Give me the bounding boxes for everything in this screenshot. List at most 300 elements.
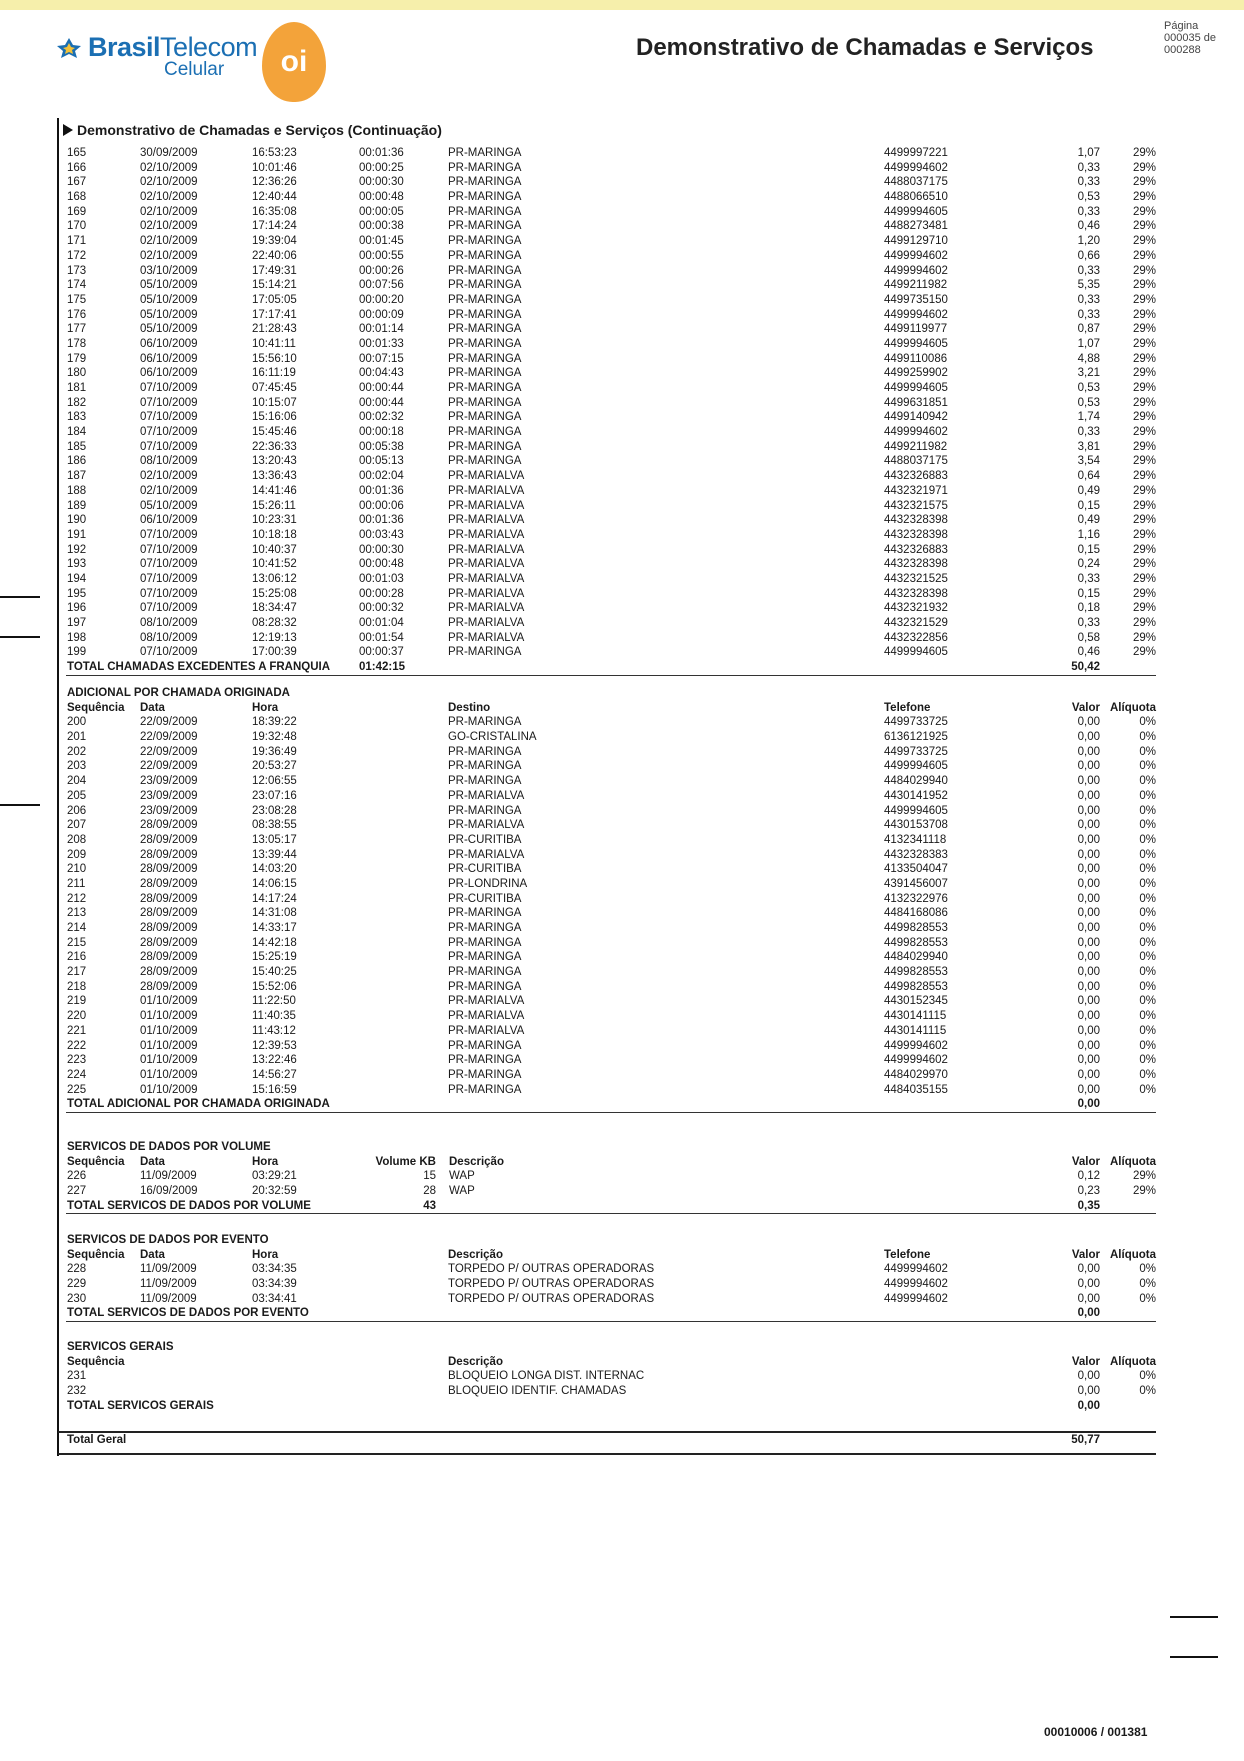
date-cell: 01/10/2009 (140, 1039, 198, 1052)
value-cell: 0,53 (1077, 382, 1100, 394)
duration-cell: 00:00:48 (359, 191, 404, 204)
duration-cell: 00:00:44 (359, 382, 404, 394)
seq-cell: 179 (67, 352, 87, 365)
header-hora: Hora (252, 701, 279, 714)
time-cell: 13:22:46 (252, 1054, 297, 1067)
description-cell: BLOQUEIO LONGA DIST. INTERNAC (448, 1370, 645, 1383)
call-row (66, 205, 1156, 220)
value-cell: 0,00 (1077, 819, 1100, 832)
call-row (66, 249, 1156, 264)
duration-cell: 00:00:05 (359, 205, 404, 218)
seq-cell: 229 (67, 1278, 87, 1291)
call-row (66, 528, 1156, 543)
call-row (66, 543, 1156, 558)
phone-cell: 4484168086 (884, 907, 948, 920)
top-color-band (0, 0, 1244, 10)
date-cell: 22/09/2009 (140, 731, 198, 744)
adicional-total-row (66, 1097, 1156, 1112)
phone-cell: 4499733725 (884, 745, 948, 758)
adicional-row (66, 848, 1156, 863)
destination-cell: PR-MARIALVA (448, 572, 525, 585)
header-descricao: Descrição (448, 1355, 503, 1368)
value-cell: 1,16 (1077, 528, 1100, 541)
phone-cell: 4499994605 (884, 205, 948, 218)
rate-cell: 29% (1132, 264, 1156, 277)
value-cell: 0,00 (1077, 716, 1100, 729)
destination-cell: PR-MARINGA (448, 337, 522, 350)
date-cell: 02/10/2009 (140, 176, 198, 189)
destination-cell: PR-MARINGA (448, 396, 522, 409)
rate-cell: 0% (1139, 995, 1156, 1008)
phone-cell: 4499828553 (884, 922, 948, 934)
rate-cell: 29% (1132, 249, 1156, 262)
value-cell: 0,24 (1077, 558, 1100, 571)
value-cell: 1,20 (1077, 235, 1100, 248)
destination-cell: PR-MARINGA (448, 966, 522, 979)
phone-cell: 4499828553 (884, 980, 948, 993)
date-cell: 11/09/2009 (140, 1170, 197, 1183)
value-cell: 0,33 (1077, 264, 1100, 277)
destination-cell: PR-MARINGA (448, 191, 522, 204)
phone-cell: 4499994605 (884, 337, 948, 350)
seq-cell: 216 (67, 951, 87, 964)
call-row (66, 175, 1156, 190)
grand-total-label: Total Geral (67, 1434, 127, 1446)
duration-cell: 00:01:54 (359, 631, 404, 644)
adicional-row (66, 965, 1156, 980)
header-data: Data (140, 1155, 165, 1168)
destination-cell: PR-MARINGA (448, 205, 522, 218)
dados-evento-row (66, 1262, 1156, 1277)
rate-cell: 29% (1132, 455, 1156, 468)
seq-cell: 230 (67, 1292, 87, 1305)
value-cell: 0,49 (1077, 514, 1100, 527)
rate-cell: 29% (1132, 191, 1156, 204)
date-cell: 07/10/2009 (140, 587, 198, 600)
rate-cell: 29% (1132, 470, 1156, 483)
date-cell: 03/10/2009 (140, 264, 198, 277)
value-cell: 0,53 (1077, 396, 1100, 409)
seq-cell: 210 (67, 863, 87, 876)
date-cell: 28/09/2009 (140, 907, 198, 920)
time-cell: 14:17:24 (252, 892, 297, 905)
destination-cell: PR-MARINGA (448, 804, 522, 817)
volume-cell: 28 (423, 1185, 436, 1198)
date-cell: 07/10/2009 (140, 572, 198, 585)
seq-cell: 197 (67, 617, 87, 629)
phone-cell: 4430152345 (884, 995, 948, 1008)
phone-cell: 4499994605 (884, 804, 948, 817)
value-cell: 0,66 (1077, 249, 1100, 262)
value-cell: 0,15 (1077, 587, 1100, 600)
call-row (66, 454, 1156, 469)
value-cell: 0,87 (1077, 323, 1100, 336)
oi-logo: oi (262, 22, 326, 102)
destination-cell: PR-MARINGA (448, 249, 522, 262)
adicional-row (66, 1024, 1156, 1039)
duration-cell: 00:01:36 (359, 484, 404, 497)
time-cell: 21:28:43 (252, 323, 297, 336)
rate-cell: 29% (1132, 1170, 1156, 1183)
rate-cell: 29% (1132, 617, 1156, 629)
value-cell: 0,00 (1077, 833, 1100, 846)
destination-cell: PR-MARIALVA (448, 1024, 525, 1037)
duration-cell: 00:03:43 (359, 528, 404, 541)
phone-cell: 4132341118 (884, 833, 947, 846)
phone-cell: 4432326883 (884, 543, 948, 556)
time-cell: 13:06:12 (252, 572, 297, 585)
rate-cell: 29% (1132, 426, 1156, 439)
time-cell: 12:36:26 (252, 176, 297, 189)
brasil-telecom-logo (56, 32, 257, 81)
phone-cell: 4432321575 (884, 499, 948, 512)
destination-cell: PR-MARINGA (448, 936, 522, 949)
header-aliquota: Alíquota (1110, 1355, 1156, 1368)
time-cell: 23:07:16 (252, 789, 297, 802)
phone-cell: 4132322976 (884, 892, 948, 905)
seq-cell: 226 (67, 1170, 87, 1183)
value-cell: 3,54 (1077, 455, 1100, 468)
seq-cell: 224 (67, 1068, 87, 1081)
total-volume: 43 (423, 1199, 436, 1212)
phone-cell: 4499994602 (884, 1278, 948, 1291)
time-cell: 22:40:06 (252, 249, 297, 262)
total-value: 0,00 (1077, 1307, 1100, 1320)
rate-cell: 29% (1132, 411, 1156, 424)
time-cell: 12:40:44 (252, 191, 297, 204)
destination-cell: PR-CURITIBA (448, 863, 522, 876)
phone-cell: 4499994602 (884, 426, 948, 439)
duration-cell: 00:00:09 (359, 308, 404, 321)
call-row (66, 293, 1156, 308)
seq-cell: 201 (67, 731, 87, 744)
phone-cell: 4484029970 (884, 1068, 948, 1081)
phone-cell: 4484035155 (884, 1083, 948, 1096)
destination-cell: PR-MARINGA (448, 176, 522, 189)
header-valor: Valor (1071, 1355, 1100, 1368)
call-row (66, 219, 1156, 234)
destination-cell: PR-MARINGA (448, 980, 522, 993)
time-cell: 11:22:50 (252, 995, 296, 1008)
date-cell: 28/09/2009 (140, 980, 198, 993)
adicional-row (66, 892, 1156, 907)
time-cell: 15:45:46 (252, 426, 297, 439)
value-cell: 0,33 (1077, 176, 1100, 189)
destination-cell: PR-MARINGA (448, 161, 522, 174)
value-cell: 0,15 (1077, 499, 1100, 512)
dados-evento-title (66, 1233, 1156, 1248)
phone-cell: 4432328383 (884, 848, 948, 861)
value-cell: 0,00 (1077, 760, 1100, 773)
destination-cell: PR-MARIALVA (448, 528, 525, 541)
description-cell: TORPEDO P/ OUTRAS OPERADORAS (448, 1263, 655, 1276)
phone-cell: 4488037175 (884, 176, 948, 189)
value-cell: 0,00 (1077, 966, 1100, 979)
rate-cell: 29% (1132, 499, 1156, 512)
seq-cell: 219 (67, 995, 87, 1008)
destination-cell: PR-MARINGA (448, 308, 522, 321)
dados-volume-header-row (66, 1155, 1156, 1170)
time-cell: 15:52:06 (252, 980, 297, 993)
servicos-gerais-table (66, 1340, 1156, 1413)
phone-cell: 4499994602 (884, 161, 948, 174)
rate-cell: 0% (1139, 922, 1156, 934)
value-cell: 0,64 (1077, 470, 1100, 483)
rate-cell: 29% (1132, 367, 1156, 380)
date-cell: 23/09/2009 (140, 789, 198, 802)
section-title: Demonstrativo de Chamadas e Serviços (Continuação) (63, 122, 442, 138)
phone-cell: 4430141115 (884, 1010, 947, 1023)
duration-cell: 00:00:28 (359, 587, 404, 600)
duration-cell: 00:00:25 (359, 161, 404, 174)
rate-cell: 29% (1132, 176, 1156, 189)
header-seq: Sequência (67, 1355, 125, 1368)
date-cell: 01/10/2009 (140, 1083, 198, 1096)
phone-cell: 4499994602 (884, 1292, 948, 1305)
date-cell: 07/10/2009 (140, 426, 198, 439)
seq-cell: 165 (67, 147, 87, 159)
time-cell: 13:20:43 (252, 455, 297, 468)
destination-cell: PR-MARINGA (448, 775, 522, 788)
date-cell: 23/09/2009 (140, 775, 198, 788)
adicional-row (66, 804, 1156, 819)
rate-cell: 0% (1139, 907, 1156, 920)
destination-cell: PR-MARINGA (448, 1083, 522, 1096)
value-cell: 0,00 (1077, 863, 1100, 876)
destination-cell: PR-LONDRINA (448, 877, 528, 890)
call-row (66, 499, 1156, 514)
time-cell: 15:25:08 (252, 587, 297, 600)
date-cell: 06/10/2009 (140, 514, 198, 527)
date-cell: 28/09/2009 (140, 922, 198, 934)
triangle-right-icon (63, 124, 73, 136)
phone-cell: 4488037175 (884, 455, 948, 468)
destination-cell: PR-MARINGA (448, 352, 522, 365)
total-duration: 01:42:15 (359, 661, 406, 674)
value-cell: 0,00 (1077, 731, 1100, 744)
seq-cell: 195 (67, 587, 87, 600)
destination-cell: PR-MARINGA (448, 382, 522, 394)
adicional-row (66, 774, 1156, 789)
destination-cell: PR-MARINGA (448, 440, 522, 453)
date-cell: 22/09/2009 (140, 716, 198, 729)
seq-cell: 204 (67, 775, 87, 788)
value-cell: 0,00 (1077, 1054, 1100, 1067)
servicos-gerais-row (66, 1384, 1156, 1399)
destination-cell: PR-MARIALVA (448, 558, 525, 571)
phone-cell: 4432321932 (884, 602, 948, 615)
date-cell: 01/10/2009 (140, 995, 198, 1008)
seq-cell: 192 (67, 543, 87, 556)
phone-cell: 4499994602 (884, 1054, 948, 1067)
seq-cell: 191 (67, 528, 87, 541)
rate-cell: 29% (1132, 235, 1156, 248)
value-cell: 1,07 (1077, 147, 1100, 159)
date-cell: 01/10/2009 (140, 1024, 198, 1037)
phone-cell: 4430153708 (884, 819, 948, 832)
time-cell: 10:15:07 (252, 396, 297, 409)
date-cell: 05/10/2009 (140, 308, 198, 321)
seq-cell: 205 (67, 789, 87, 802)
seq-cell: 181 (67, 382, 87, 394)
time-cell: 14:42:18 (252, 936, 297, 949)
date-cell: 11/09/2009 (140, 1278, 197, 1291)
duration-cell: 00:00:55 (359, 249, 404, 262)
call-row (66, 264, 1156, 279)
rate-cell: 29% (1132, 161, 1156, 174)
seq-cell: 231 (67, 1370, 87, 1383)
call-row (66, 469, 1156, 484)
call-row (66, 616, 1156, 631)
time-cell: 10:23:31 (252, 514, 297, 527)
seq-cell: 168 (67, 191, 87, 204)
phone-cell: 4499994605 (884, 382, 948, 394)
value-cell: 0,00 (1077, 745, 1100, 758)
value-cell: 0,33 (1077, 426, 1100, 439)
date-cell: 30/09/2009 (140, 147, 198, 159)
rate-cell: 29% (1132, 572, 1156, 585)
margin-tick (0, 636, 40, 638)
time-cell: 12:19:13 (252, 631, 297, 644)
seq-cell: 182 (67, 396, 87, 409)
call-row (66, 337, 1156, 352)
adicional-row (66, 1083, 1156, 1098)
time-cell: 15:14:21 (252, 279, 297, 292)
dados-volume-row (66, 1184, 1156, 1199)
date-cell: 05/10/2009 (140, 499, 198, 512)
rate-cell: 0% (1139, 716, 1156, 729)
date-cell: 07/10/2009 (140, 543, 198, 556)
phone-cell: 4499994605 (884, 760, 948, 773)
destination-cell: PR-MARIALVA (448, 631, 525, 644)
phone-cell: 4499994602 (884, 1263, 948, 1276)
rate-cell: 29% (1132, 514, 1156, 527)
value-cell: 0,23 (1077, 1185, 1100, 1198)
servicos-gerais-total-row (66, 1399, 1156, 1414)
description-cell: TORPEDO P/ OUTRAS OPERADORAS (448, 1278, 655, 1291)
value-cell: 0,00 (1077, 951, 1100, 964)
seq-cell: 221 (67, 1024, 87, 1037)
total-label: TOTAL ADICIONAL POR CHAMADA ORIGINADA (67, 1098, 330, 1111)
time-cell: 20:53:27 (252, 760, 297, 773)
rate-cell: 0% (1139, 1068, 1156, 1081)
destination-cell: GO-CRISTALINA (448, 731, 537, 744)
header-descricao: Descrição (448, 1248, 503, 1261)
date-cell: 07/10/2009 (140, 602, 198, 615)
time-cell: 14:03:20 (252, 863, 297, 876)
time-cell: 03:34:39 (252, 1278, 297, 1291)
rate-cell: 0% (1139, 1278, 1156, 1291)
adicional-table (66, 686, 1156, 1113)
seq-cell: 174 (67, 279, 87, 292)
call-row (66, 396, 1156, 411)
duration-cell: 00:02:32 (359, 411, 404, 424)
adicional-row (66, 789, 1156, 804)
destination-cell: PR-MARINGA (448, 411, 522, 424)
adicional-header-row (66, 701, 1156, 716)
duration-cell: 00:00:48 (359, 558, 404, 571)
header-seq: Sequência (67, 1155, 125, 1168)
seq-cell: 212 (67, 892, 87, 905)
dados-evento-total-row (66, 1306, 1156, 1321)
destination-cell: PR-MARINGA (448, 1054, 522, 1067)
call-row (66, 410, 1156, 425)
total-value: 0,00 (1077, 1399, 1100, 1412)
date-cell: 02/10/2009 (140, 235, 198, 248)
destination-cell: PR-MARINGA (448, 235, 522, 248)
date-cell: 07/10/2009 (140, 396, 198, 409)
duration-cell: 00:01:03 (359, 572, 404, 585)
rate-cell: 0% (1139, 951, 1156, 964)
time-cell: 23:08:28 (252, 804, 297, 817)
rate-cell: 29% (1132, 147, 1156, 159)
phone-cell: 4499211982 (884, 440, 948, 453)
value-cell: 0,00 (1077, 1370, 1100, 1383)
date-cell: 08/10/2009 (140, 617, 198, 629)
seq-cell: 188 (67, 484, 87, 497)
time-cell: 19:36:49 (252, 745, 297, 758)
rate-cell: 29% (1132, 382, 1156, 394)
dados-evento-row (66, 1292, 1156, 1307)
date-cell: 07/10/2009 (140, 646, 198, 659)
destination-cell: PR-MARINGA (448, 264, 522, 277)
time-cell: 19:32:48 (252, 731, 297, 744)
destination-cell: PR-MARINGA (448, 455, 522, 468)
destination-cell: PR-MARIALVA (448, 587, 525, 600)
date-cell: 01/10/2009 (140, 1068, 198, 1081)
seq-cell: 218 (67, 980, 87, 993)
adicional-row (66, 1068, 1156, 1083)
time-cell: 15:16:59 (252, 1083, 297, 1096)
call-row (66, 484, 1156, 499)
destination-cell: PR-MARIALVA (448, 789, 525, 802)
value-cell: 0,00 (1077, 1039, 1100, 1052)
document-code: 00010006 / 001381 (1044, 1725, 1148, 1739)
rate-cell: 29% (1132, 440, 1156, 453)
time-cell: 11:43:12 (252, 1024, 296, 1037)
value-cell: 0,00 (1077, 1068, 1100, 1081)
rate-cell: 29% (1132, 337, 1156, 350)
date-cell: 01/10/2009 (140, 1054, 198, 1067)
time-cell: 18:39:22 (252, 716, 297, 729)
value-cell: 0,00 (1077, 775, 1100, 788)
date-cell: 02/10/2009 (140, 470, 198, 483)
header-valor: Valor (1071, 701, 1100, 714)
time-cell: 17:49:31 (252, 264, 297, 277)
header-data: Data (140, 1248, 165, 1261)
date-cell: 11/09/2009 (140, 1263, 197, 1276)
time-cell: 03:34:41 (252, 1292, 297, 1305)
adicional-row (66, 936, 1156, 951)
total-value: 0,35 (1077, 1199, 1100, 1212)
header-volume: Volume KB (375, 1155, 436, 1168)
adicional-row (66, 950, 1156, 965)
rate-cell: 0% (1139, 1024, 1156, 1037)
adicional-row (66, 921, 1156, 936)
adicional-row (66, 759, 1156, 774)
margin-tick (0, 596, 40, 598)
phone-cell: 4499735150 (884, 293, 948, 306)
rate-cell: 0% (1139, 863, 1156, 876)
time-cell: 10:41:11 (252, 337, 296, 350)
time-cell: 20:32:59 (252, 1185, 297, 1198)
call-row (66, 308, 1156, 323)
adicional-row (66, 818, 1156, 833)
adicional-row (66, 994, 1156, 1009)
seq-cell: 228 (67, 1263, 87, 1276)
table-rule (66, 675, 1156, 676)
time-cell: 15:25:19 (252, 951, 297, 964)
